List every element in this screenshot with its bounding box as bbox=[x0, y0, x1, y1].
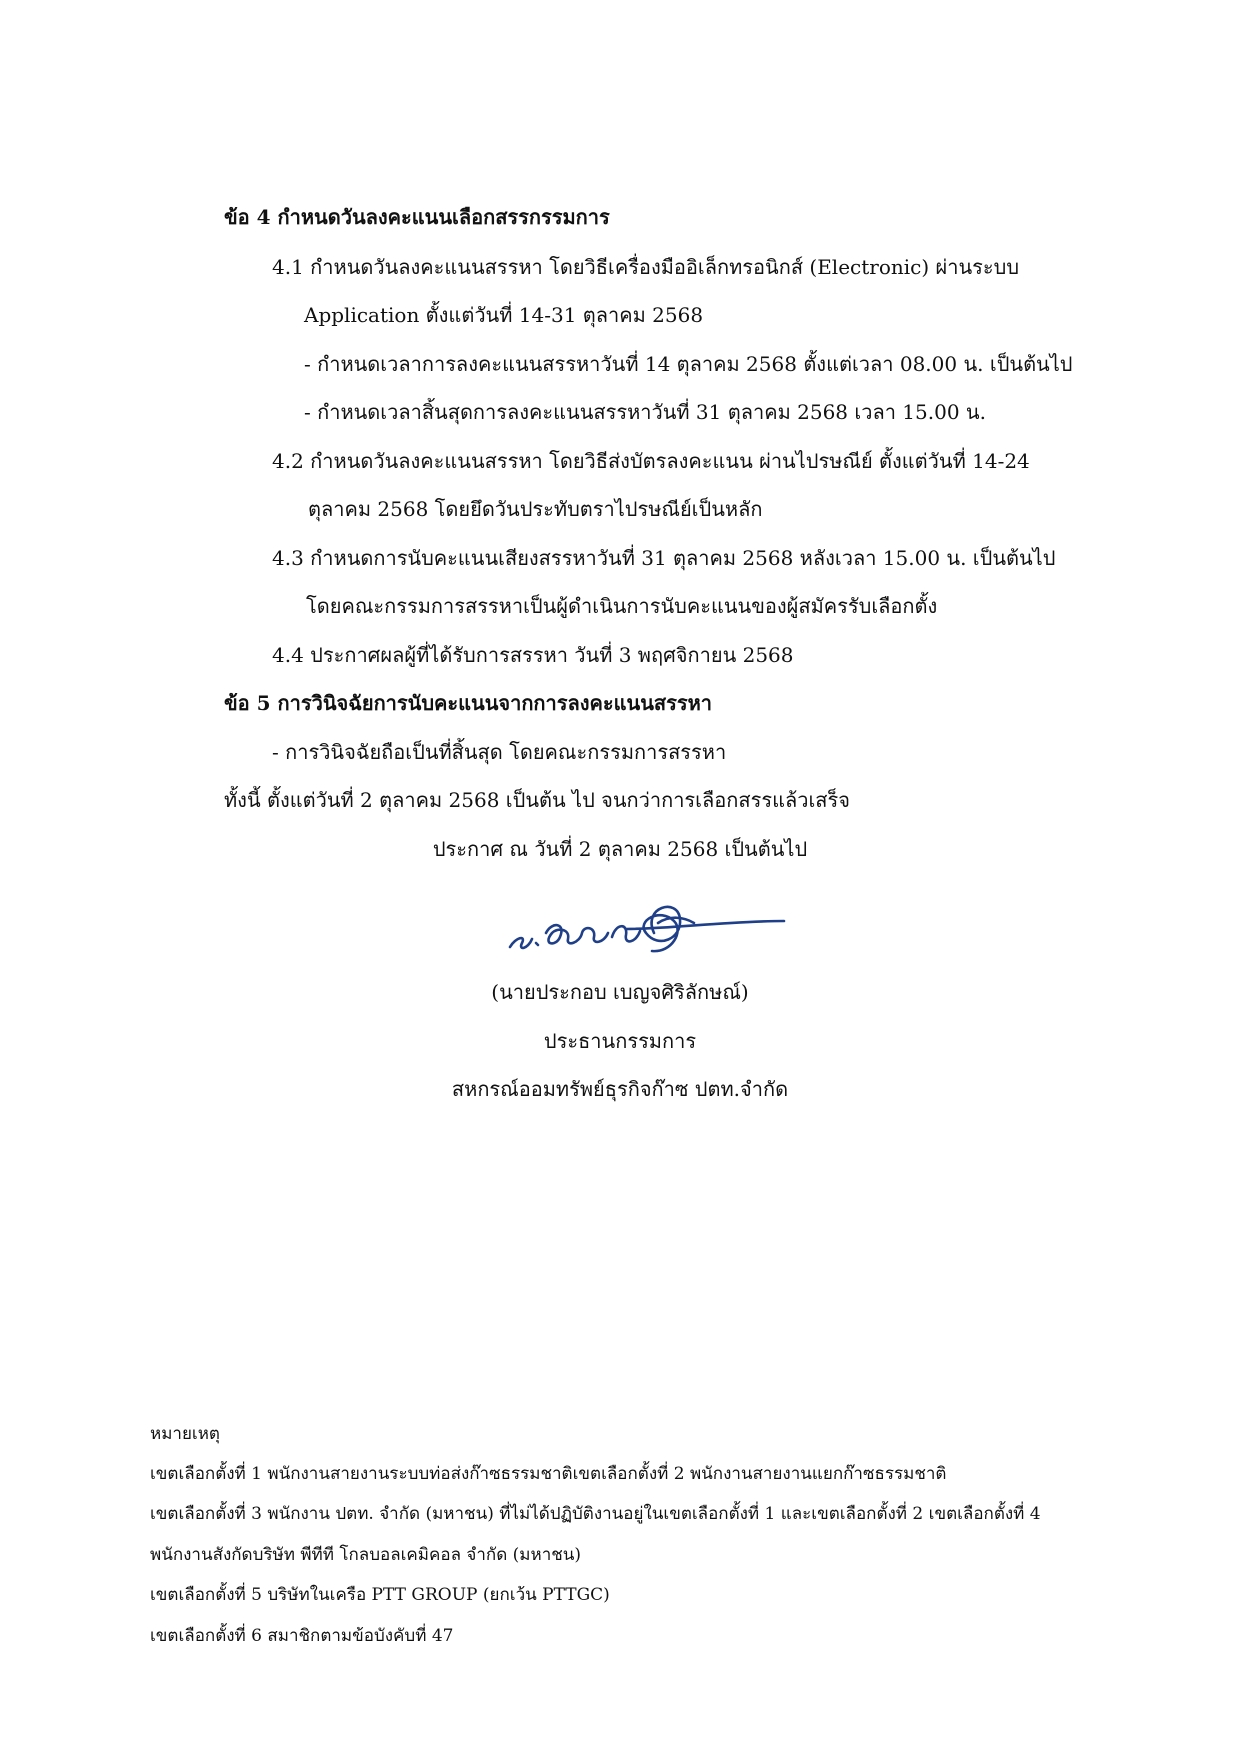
signatory-name: (นายประกอบ เบญจศิริลักษณ์) bbox=[491, 980, 749, 1004]
signatory-organization: สหกรณ์ออมทรัพย์ธุรกิจก๊าซ ปตท.จำกัด bbox=[451, 1077, 789, 1101]
item-4-2-line-2: ตุลาคม 2568 โดยยึดวันประทับตราไปรษณีย์เป็นหลัก bbox=[308, 497, 763, 521]
closing-statement: ทั้งนี้ ตั้งแต่วันที่ 2 ตุลาคม 2568 เป็นต้น ไป จนกว่าการเลือกสรรแล้วเสร็จ bbox=[224, 788, 850, 812]
notes-line-1: เขตเลือกตั้งที่ 1 พนักงานสายงานระบบท่อส่งก๊าซธรรมชาติเขตเลือกตั้งที่ 2 พนักงานสายงานแยกก๊าซธรรมชาติ bbox=[150, 1464, 947, 1484]
item-4-1-bullet-2: - กำหนดเวลาสิ้นสุดการลงคะแนนสรรหาวันที่ 31 ตุลาคม 2568 เวลา 15.00 น. bbox=[304, 400, 986, 424]
item-4-3-line-1: 4.3 กำหนดการนับคะแนนเสียงสรรหาวันที่ 31 ตุลาคม 2568 หลังเวลา 15.00 น. เป็นต้นไป bbox=[272, 546, 1056, 570]
notes-line-4: เขตเลือกตั้งที่ 5 บริษัทในเครือ PTT GROUP (ยกเว้น PTTGC) bbox=[150, 1585, 610, 1605]
item-4-1-line-1: 4.1 กำหนดวันลงคะแนนสรรหา โดยวิธีเครื่องมืออิเล็กทรอนิกส์ (Electronic) ผ่านระบบ bbox=[272, 255, 1020, 279]
item-4-2-line-1: 4.2 กำหนดวันลงคะแนนสรรหา โดยวิธีส่งบัตรลงคะแนน ผ่านไปรษณีย์ ตั้งแต่วันที่ 14-24 bbox=[272, 449, 1030, 473]
item-4-1-bullet-1: - กำหนดเวลาการลงคะแนนสรรหาวันที่ 14 ตุลาคม 2568 ตั้งแต่เวลา 08.00 น. เป็นต้นไป bbox=[304, 352, 1073, 376]
section-5-heading: ข้อ 5 การวินิจฉัยการนับคะแนนจากการลงคะแนนสรรหา bbox=[224, 691, 712, 715]
announce-date: ประกาศ ณ วันที่ 2 ตุลาคม 2568 เป็นต้นไป bbox=[432, 837, 808, 861]
section-5-bullet: - การวินิจฉัยถือเป็นที่สิ้นสุด โดยคณะกรรมการสรรหา bbox=[272, 740, 727, 764]
notes-line-5: เขตเลือกตั้งที่ 6 สมาชิกตามข้อบังคับที่ 47 bbox=[150, 1626, 454, 1646]
notes-line-3: พนักงานสังกัดบริษัท พีทีที โกลบอลเคมิคอล จำกัด (มหาชน) bbox=[150, 1545, 582, 1565]
item-4-3-line-2: โดยคณะกรรมการสรรหาเป็นผู้ดำเนินการนับคะแนนของผู้สมัครรับเลือกตั้ง bbox=[306, 594, 938, 618]
signature bbox=[508, 893, 788, 965]
section-4-heading: ข้อ 4 กำหนดวันลงคะแนนเลือกสรรกรรมการ bbox=[224, 205, 610, 229]
notes-line-2: เขตเลือกตั้งที่ 3 พนักงาน ปตท. จำกัด (มหาชน) ที่ไม่ได้ปฏิบัติงานอยู่ในเขตเลือกตั้งที่ 1 และเขตเลือกตั้งที่ 2 เขตเลือกตั้งที่ 4 bbox=[150, 1504, 1041, 1524]
notes-title: หมายเหตุ bbox=[150, 1424, 220, 1444]
item-4-4: 4.4 ประกาศผลผู้ที่ได้รับการสรรหา วันที่ 3 พฤศจิกายน 2568 bbox=[272, 643, 794, 667]
signature-strokes bbox=[510, 907, 784, 951]
item-4-1-line-2: Application ตั้งแต่วันที่ 14-31 ตุลาคม 2568 bbox=[304, 303, 704, 327]
signatory-position: ประธานกรรมการ bbox=[543, 1029, 697, 1053]
